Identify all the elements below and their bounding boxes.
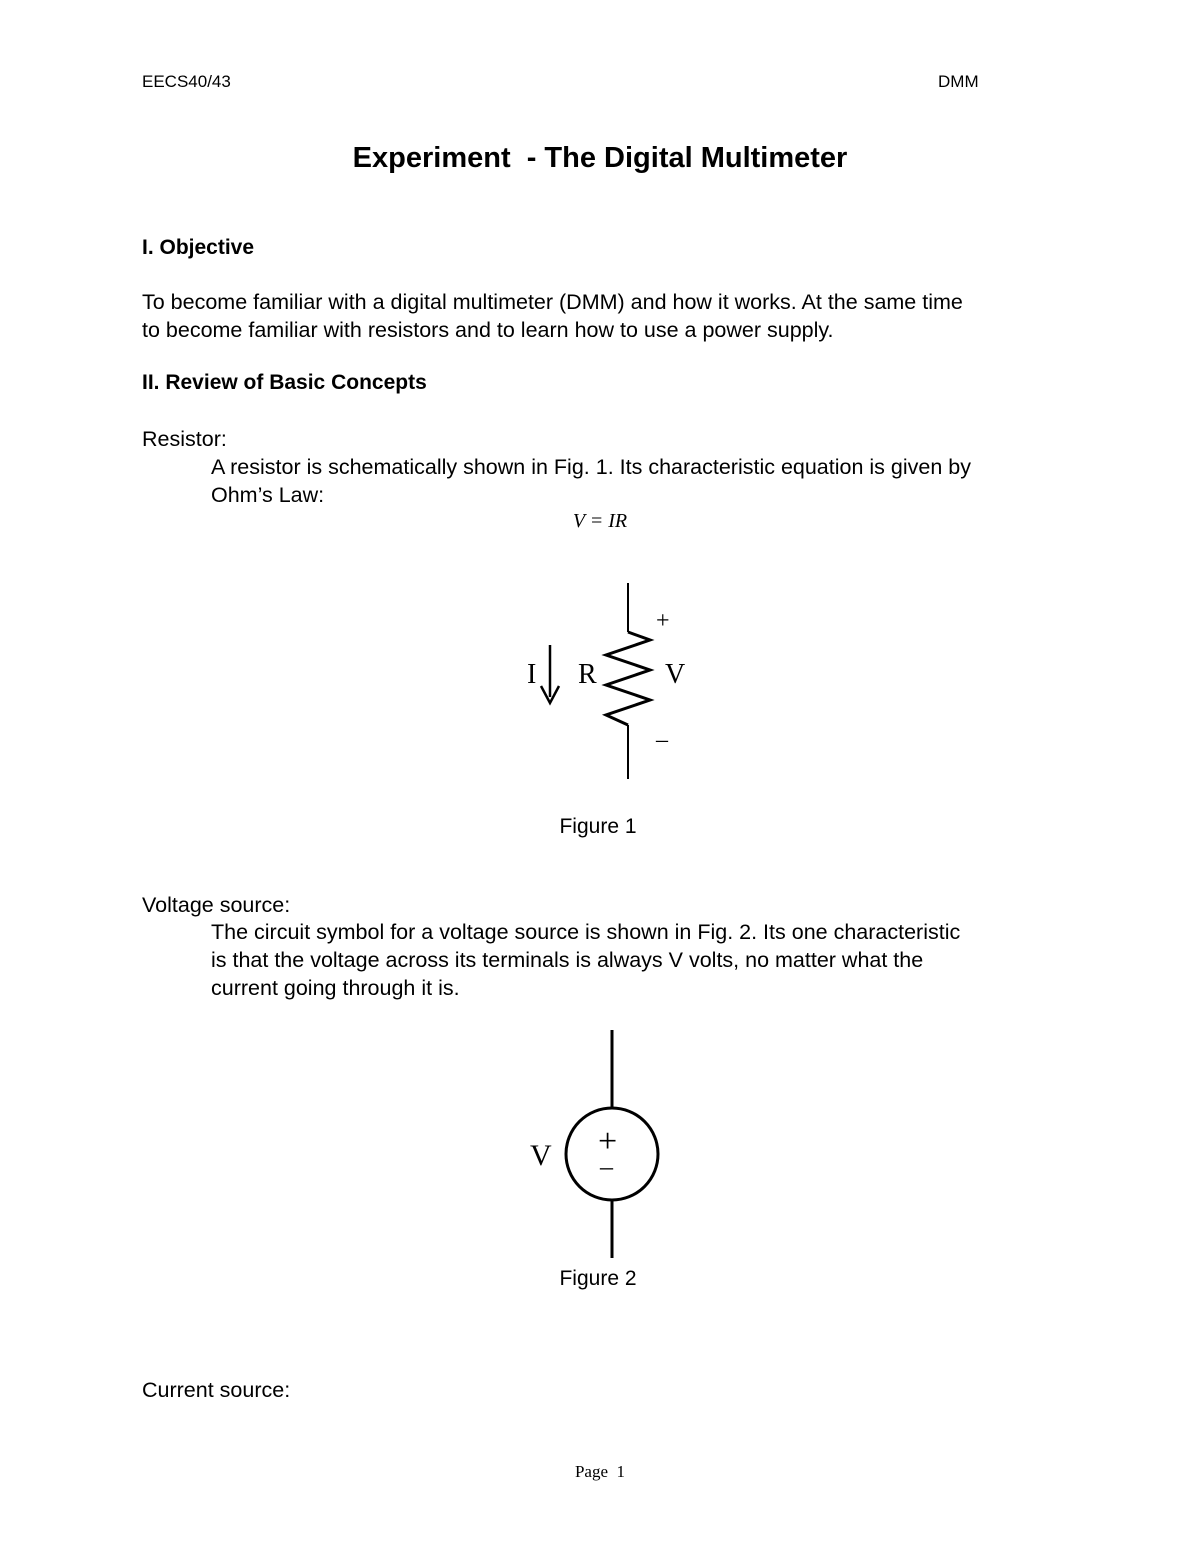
figure-1-diagram xyxy=(510,575,710,790)
resistor-label-r: R xyxy=(578,659,597,690)
current-source-label: Current source: xyxy=(142,1378,291,1402)
figure-1-caption: Figure 1 xyxy=(559,815,637,838)
page-title: Experiment - The Digital Multimeter xyxy=(352,142,848,174)
voltage-source-label: Voltage source: xyxy=(142,893,291,917)
voltage-source-line-1: The circuit symbol for a voltage source is shown in Fig. 2. Its one characteristic xyxy=(211,920,961,944)
page-number: Page 1 xyxy=(574,1462,626,1481)
objective-line-2: to become familiar with resistors and to learn how to use a power supply. xyxy=(142,318,834,342)
objective-line-1: To become familiar with a digital multimeter (DMM) and how it works. At the same time xyxy=(142,290,963,314)
resistor-line-2: Ohm’s Law: xyxy=(211,483,325,507)
source-minus-sign: – xyxy=(600,1152,613,1181)
resistor-zigzag xyxy=(606,632,650,725)
voltage-label: V xyxy=(665,659,686,690)
figure-2-diagram xyxy=(510,1025,690,1265)
ohms-law-equation: V = IR xyxy=(572,510,628,532)
header-topic: DMM xyxy=(938,72,979,91)
plus-sign: + xyxy=(656,608,670,634)
header-course: EECS40/43 xyxy=(142,72,231,91)
current-label: I xyxy=(527,659,537,690)
minus-sign: – xyxy=(656,727,668,753)
objective-heading: I. Objective xyxy=(142,236,255,259)
resistor-label: Resistor: xyxy=(142,427,227,451)
source-plus-sign: + xyxy=(598,1123,618,1160)
source-voltage-label: V xyxy=(530,1139,552,1172)
figure-2-caption: Figure 2 xyxy=(559,1267,637,1290)
review-heading: II. Review of Basic Concepts xyxy=(142,371,427,394)
voltage-source-line-3: current going through it is. xyxy=(211,976,460,1000)
voltage-source-line-2: is that the voltage across its terminals is always V volts, no matter what the xyxy=(211,948,924,972)
resistor-line-1: A resistor is schematically shown in Fig. 1. Its characteristic equation is given by xyxy=(211,455,971,479)
